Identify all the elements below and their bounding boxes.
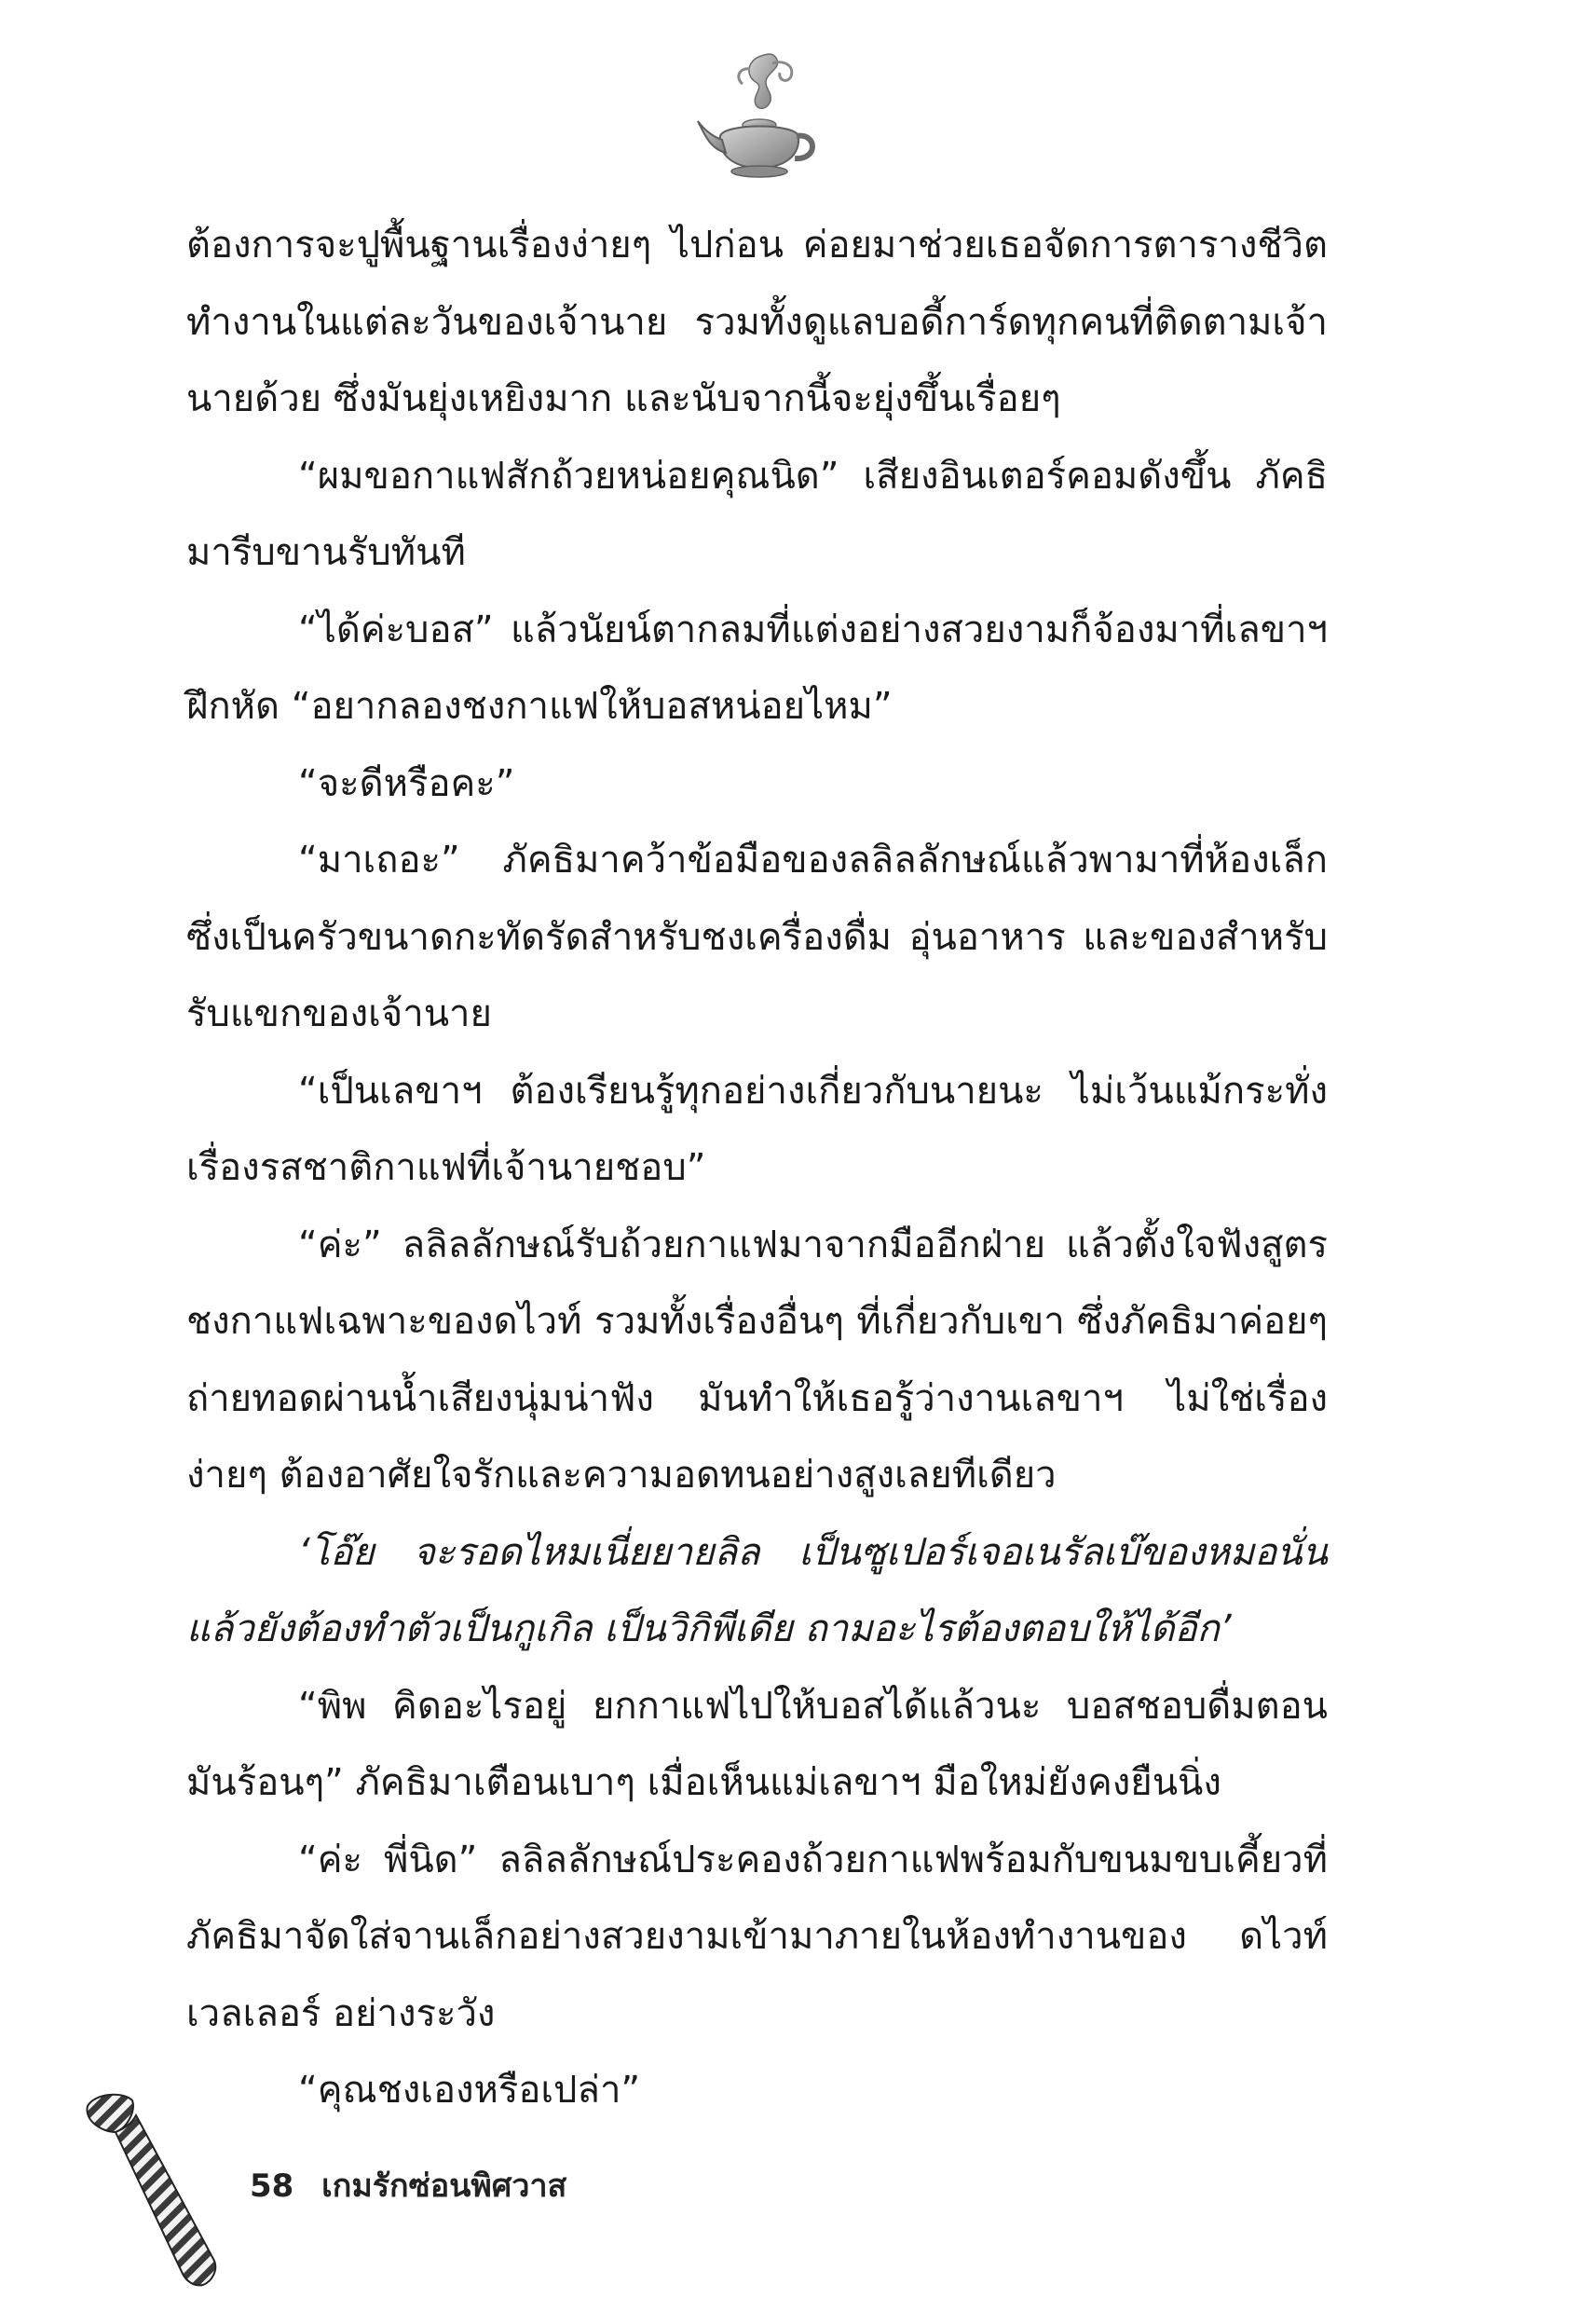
paragraph: “เป็นเลขาฯ ต้องเรียนรู้ทุกอย่างเกี่ยวกับนายนะ ไม่เว้นแม้กระทั่งเรื่องรสชาติกาแฟที่เจ้านายชอบ” bbox=[186, 1069, 1328, 1189]
paragraph: “มาเถอะ” ภัคธิมาคว้าข้อมือของลลิลลักษณ์แล้วพามาที่ห้องเล็กซึ่งเป็นครัวขนาดกะทัดรัดสำหรับชงเครื่องดื่ม อุ่นอาหาร และของสำหรับรับแขกของเจ้านาย bbox=[186, 839, 1328, 1035]
page-number: 58 bbox=[250, 2167, 294, 2205]
body-text bbox=[186, 207, 1328, 2129]
book-title: เกมรักซ่อนพิศวาส bbox=[321, 2167, 567, 2205]
page-footer bbox=[250, 2160, 566, 2210]
paragraph: “ค่ะ” ลลิลลักษณ์รับถ้วยกาแฟมาจากมืออีกฝ่าย แล้วตั้งใจฟังสูตรชงกาแฟเฉพาะของดไวท์ รวมทั้งเรื่องอื่นๆ ที่เกี่ยวกับเขา ซึ่งภัคธิมาค่อยๆ ถ่ายทอดผ่านน้ำเสียงนุ่มน่าฟัง มันทำให้เธอรู้ว่างานเลขาฯ ไม่ใช่เรื่องง่ายๆ ต้องอาศัยใจรักและความอดทนอย่างสูงเลยทีเดียว bbox=[186, 1223, 1328, 1497]
paragraph: “คุณชงเองหรือเปล่า” bbox=[298, 2069, 641, 2112]
teapot-genie-ornament-icon bbox=[694, 47, 825, 186]
paragraph: “ผมขอกาแฟสักถ้วยหน่อยคุณนิด” เสียงอินเตอร์คอมดังขึ้น ภัคธิมารีบขานรับทันที bbox=[186, 454, 1328, 574]
paragraph-inner-thought: ‘โอ๊ย จะรอดไหมเนี่ยยายลิล เป็นซูเปอร์เจอเนรัลเบ๊ของหมอนั่นแล้วยังต้องทำตัวเป็นกูเกิล เป็นวิกิพีเดีย ถามอะไรต้องตอบให้ได้อีก’ bbox=[186, 1530, 1328, 1650]
necktie-icon bbox=[75, 2087, 242, 2292]
paragraph: ต้องการจะปูพื้นฐานเรื่องง่ายๆ ไปก่อน ค่อยมาช่วยเธอจัดการตารางชีวิตทำงานในแต่ละวันของเจ้านาย รวมทั้งดูแลบอดี้การ์ดทุกคนที่ติดตามเจ้านายด้วย ซึ่งมันยุ่งเหยิงมาก และนับจากนี้จะยุ่งขึ้นเรื่อยๆ bbox=[186, 224, 1328, 420]
paragraph: “พิพ คิดอะไรอยู่ ยกกาแฟไปให้บอสได้แล้วนะ บอสชอบดื่มตอนมันร้อนๆ” ภัคธิมาเตือนเบาๆ เมื่อเห็นแม่เลขาฯ มือใหม่ยังคงยืนนิ่ง bbox=[186, 1684, 1328, 1804]
paragraph: “ได้ค่ะบอส” แล้วนัยน์ตากลมที่แต่งอย่างสวยงามก็จ้องมาที่เลขาฯ ฝึกหัด “อยากลองชงกาแฟให้บอสหน่อยไหม” bbox=[186, 608, 1328, 728]
paragraph: “ค่ะ พี่นิด” ลลิลลักษณ์ประคองถ้วยกาแฟพร้อมกับขนมขบเคี้ยวที่ภัคธิมาจัดใส่จานเล็กอย่างสวยงามเข้ามาภายในห้องทำงานของ ดไวท์ เวลเลอร์ อย่างระวัง bbox=[186, 1838, 1328, 2035]
paragraph: “จะดีหรือคะ” bbox=[298, 761, 515, 805]
